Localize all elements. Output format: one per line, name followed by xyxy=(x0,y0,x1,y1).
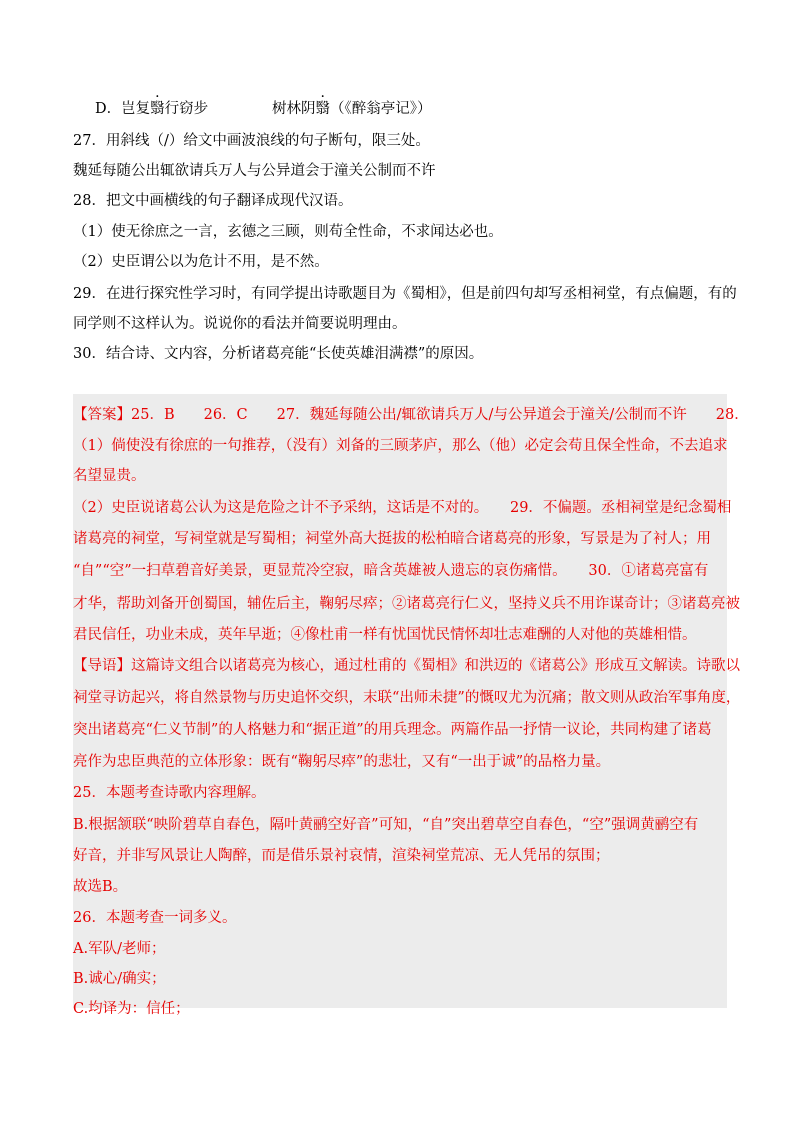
answer-line-7: 才华，帮助刘备开创蜀国，辅佐后主，鞠躬尽瘁；②诸葛亮行仁义，坚持义兵不用诈谋奇计；③诸葛亮被 xyxy=(73,596,740,612)
answer-line-8: 君民信任，功业未成，英年早逝；④像杜甫一样有忧国忧民情怀却壮志难酬的人对他的英雄相惜。 xyxy=(73,627,697,643)
option-d-rest: 行窃步 xyxy=(164,101,209,117)
question-29-a: 29．在进行探究性学习时，有同学提出诗歌题目为《蜀相》，但是前四句却写丞相祠堂，有点偏题，有的 xyxy=(73,286,737,302)
guide-line-4: 亮作为忠臣典范的立体形象：既有“鞠躬尽瘁”的悲壮，又有“一出于诚”的品格力量。 xyxy=(73,754,611,770)
guide-line-3: 突出诸葛亮“仁义节制”的人格魅力和“据正道”的用兵理念。两篇作品一抒情一议论，共同构建了诸葛 xyxy=(73,722,712,738)
question-27-text: 魏延每随公出辄欲请兵万人与公异道会于潼关公制而不许 xyxy=(73,163,436,179)
explain-26: 26．本题考查一词多义。 xyxy=(73,910,237,926)
option-d-right: 树林阴翳（《醉翁亭记》） xyxy=(272,101,432,117)
explain-25-b-2: 好音，并非写风景让人陶醉，而是借乐景衬哀情，渲染祠堂荒凉、无人凭吊的氛围； xyxy=(73,848,610,864)
emphasis-char-1: 翳 xyxy=(150,101,165,117)
answer-line-6: “自”“空”一扫草碧音好美景，更显荒冷空寂，暗含英雄被人遗忘的哀伤痛惜。 30．①诸葛亮富有 xyxy=(73,563,709,579)
explain-26-b: B.诚心/确实； xyxy=(73,971,166,987)
explain-25-b-1: B.根据颔联“映阶碧草自春色，隔叶黄鹂空好音”可知，“自”突出碧草空自春色，“空”强调黄鹂空有 xyxy=(73,817,699,833)
answer-line-4: （2）史臣说诸葛公认为这是危险之计不予采纳，这话是不对的。 29．不偏题。丞相祠堂是纪念蜀相 xyxy=(73,500,732,516)
answer-line-2: （1）倘使没有徐庶的一句推荐，（没有）刘备的三顾茅庐，那么（他）必定会苟且保全性命，不去追求 xyxy=(73,438,728,454)
question-30: 30．结合诗、文内容，分析诸葛亮能“长使英雄泪满襟”的原因。 xyxy=(73,346,484,362)
answer-line-1: 【答案】25．B 26．C 27．魏延每随公出/辄欲请兵万人/与公异道会于潼关/公制而不许 28． xyxy=(73,407,749,423)
question-27: 27．用斜线（/）给文中画波浪线的句子断句，限三处。 xyxy=(73,133,430,149)
explain-25-c: 故选B。 xyxy=(73,879,128,895)
question-29-b: 同学则不这样认为。说说你的看法并简要说明理由。 xyxy=(73,316,407,332)
explain-26-a: A.军队/老师； xyxy=(73,941,166,957)
explain-26-c: C.均译为：信任； xyxy=(73,1001,190,1017)
explain-25: 25．本题考查诗歌内容理解。 xyxy=(73,785,266,801)
guide-line-2: 祠堂寻访起兴，将自然景物与历史追怀交织，末联“出师未捷”的慨叹尤为沉痛；散文则从政治军事角度， xyxy=(73,690,741,706)
option-d-label: D．岂复 xyxy=(95,101,151,117)
answer-line-3: 名望显贵。 xyxy=(73,468,146,484)
option-d xyxy=(95,97,432,118)
question-28-1: （1）使无徐庶之一言，玄德之三顾，则苟全性命，不求闻达必也。 xyxy=(73,224,503,240)
emphasis-char-2: 翳 xyxy=(315,101,330,117)
question-28: 28．把文中画横线的句子翻译成现代汉语。 xyxy=(73,193,353,209)
guide-line-1: 【导语】这篇诗文组合以诸葛亮为核心，通过杜甫的《蜀相》和洪迈的《诸葛公》形成互文解读。诗歌以 xyxy=(73,658,740,674)
answer-line-5: 诸葛亮的祠堂，写祠堂就是写蜀相；祠堂外高大挺拔的松柏暗合诸葛亮的形象，写景是为了衬人；用 xyxy=(73,531,711,547)
question-28-2: （2）史臣谓公以为危计不用，是不然。 xyxy=(73,254,329,270)
